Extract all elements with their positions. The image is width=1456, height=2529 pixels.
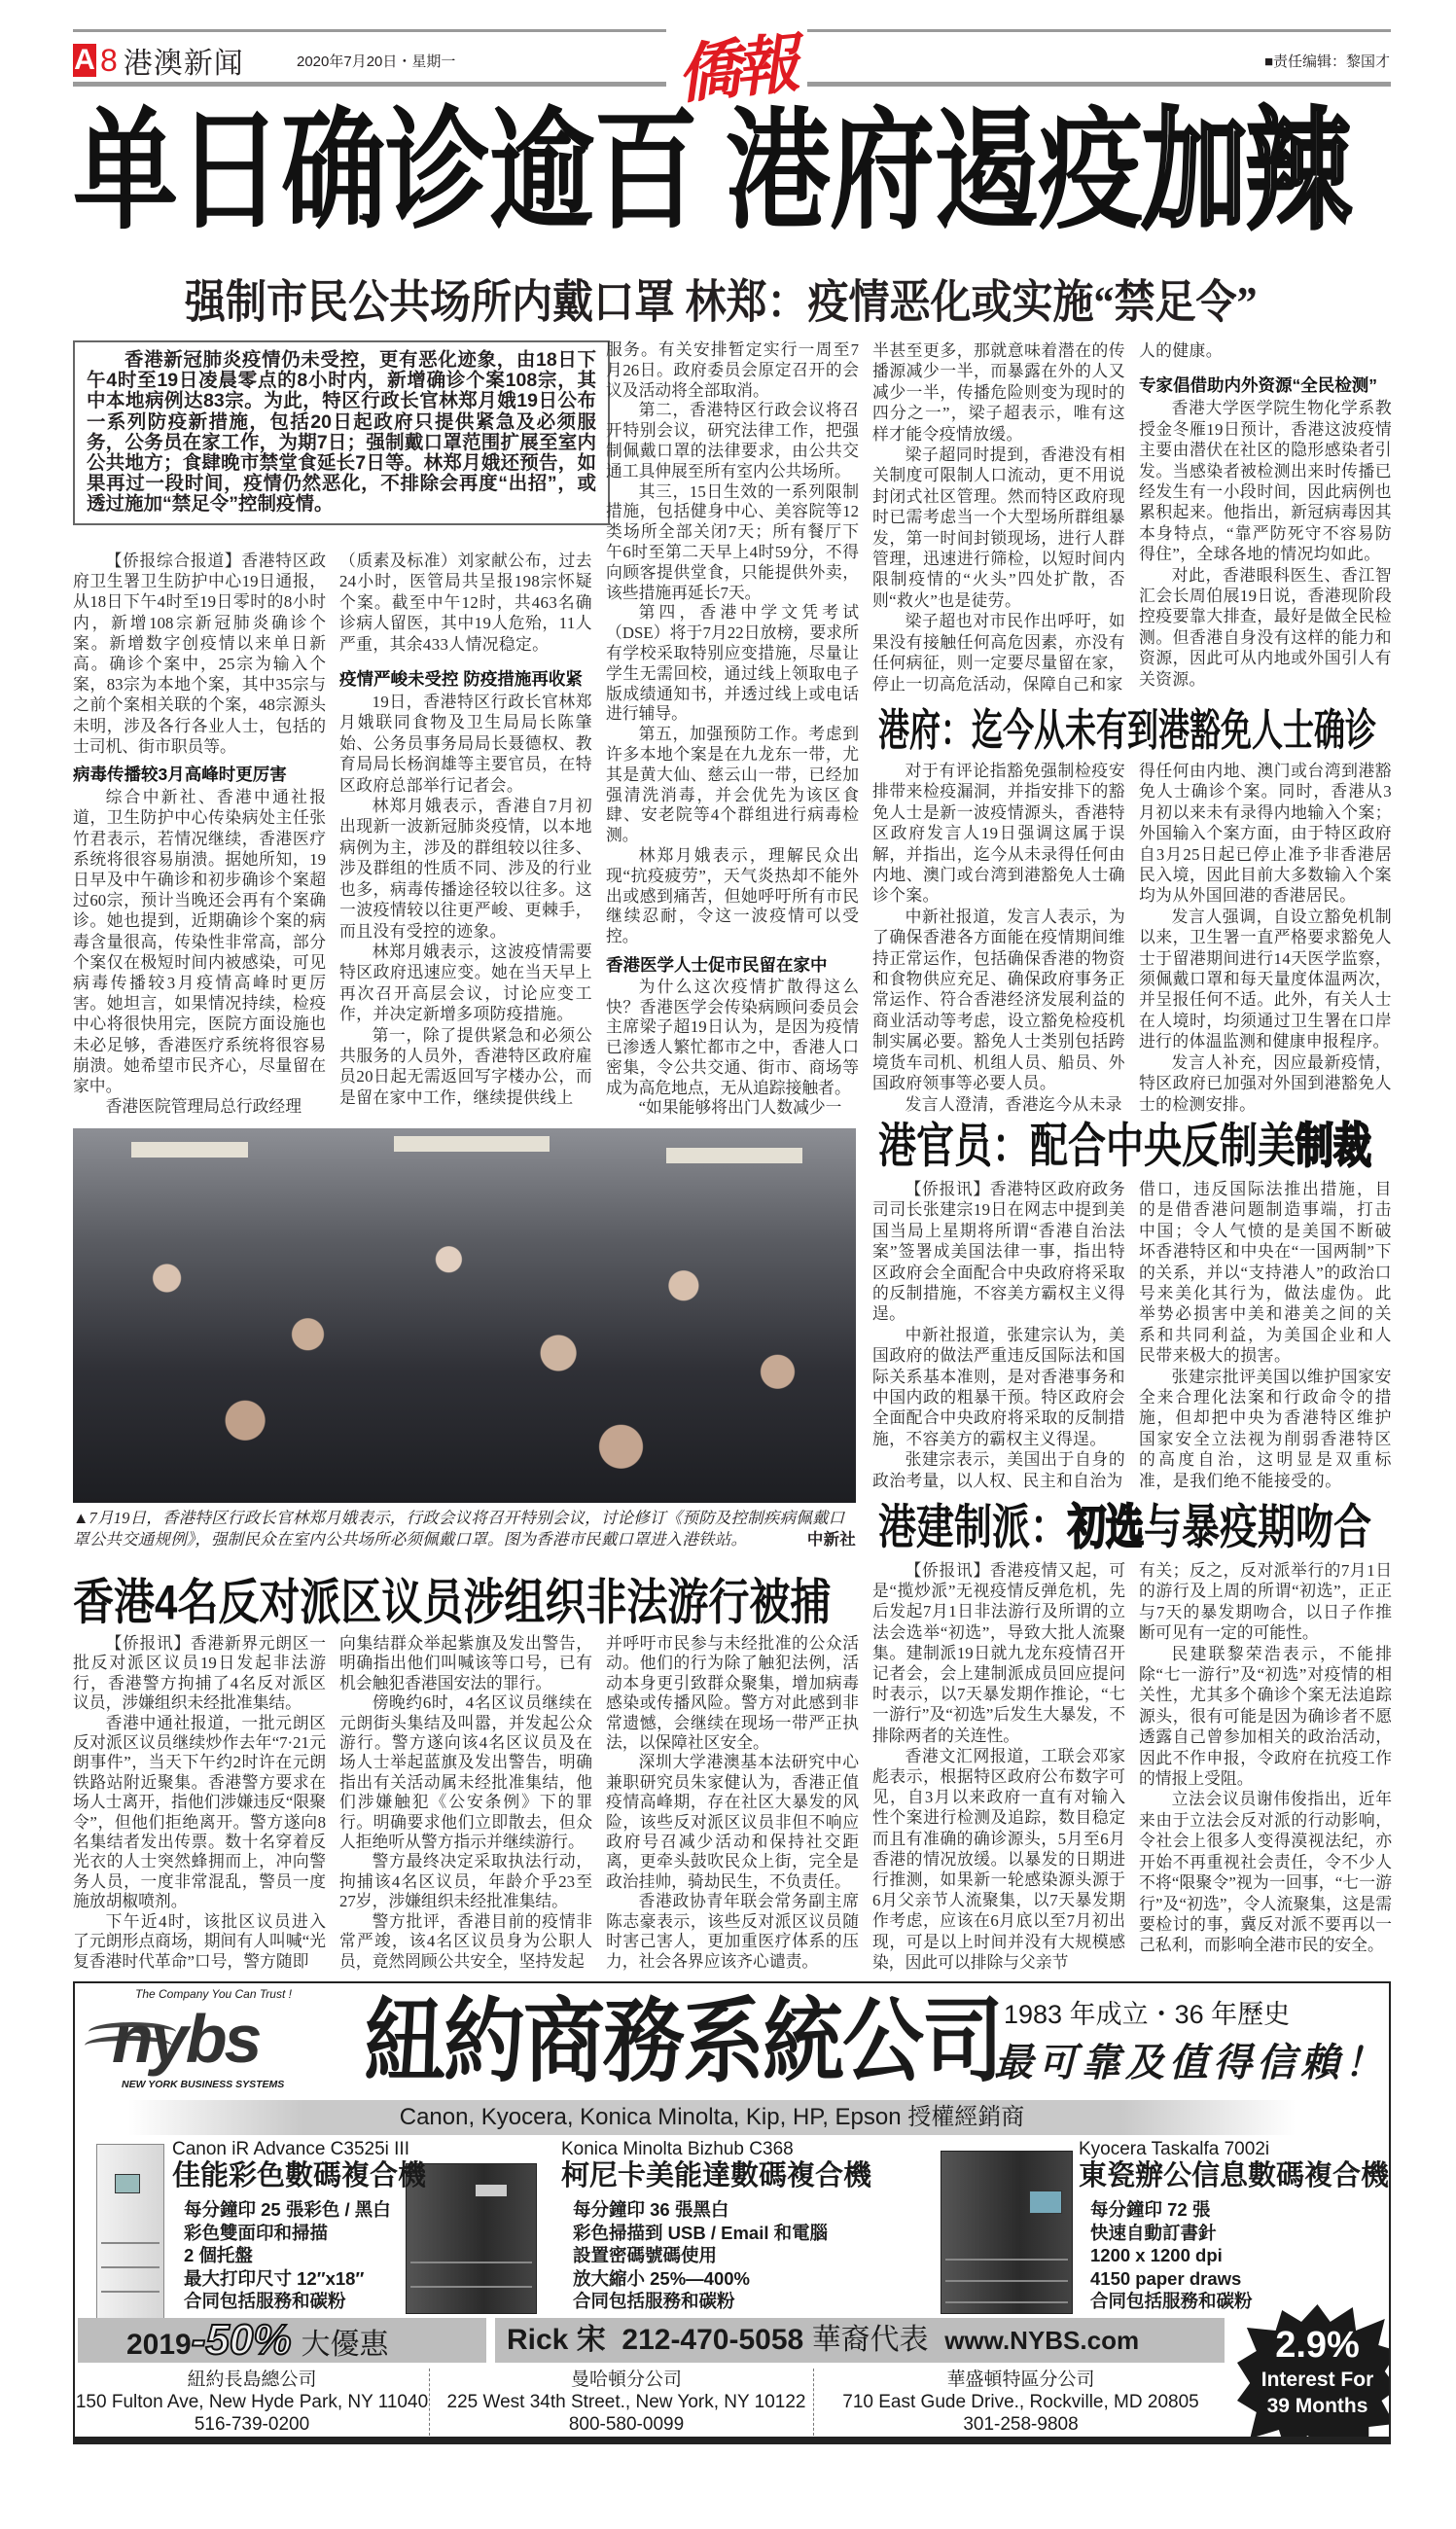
logo-subtitle: NEW YORK BUSINESS SYSTEMS: [122, 2079, 285, 2090]
paragraph: 服务。有关安排暂定实行一周至7月26日。政府委员会原定召开的会议及活动将全部取消。: [606, 340, 859, 400]
section-name: 港澳新闻: [123, 48, 244, 80]
paragraph: 19日，香港特区行政长官林郑月娥联同食物及卫生局局长陈肇始、公务员事务局局长聂德权、教育局局长杨润雄等主要官员，在特区政府总部举行记者会。: [339, 693, 592, 795]
article-column: [1139, 761, 1392, 1117]
paragraph: 人的健康。: [1139, 341, 1223, 360]
article-column: [339, 551, 592, 1121]
paragraph: 警方最终决定采取执法行动，拘捕该4名区议员，年龄介乎23至27岁，涉嫌组织未经批准集结。: [339, 1852, 592, 1911]
paragraph: 下午近4时，该批区议员进入了元朗形点商场，期间有人叫喊“光复香港时代革命”口号，警方随即: [73, 1911, 326, 1971]
article-column: [872, 1179, 1125, 1496]
product-feature: 彩色雙面印和掃描: [184, 2222, 329, 2243]
paragraph: 有关；反之，反对派举行的7月1日的游行及上周的所谓“初选”，正正与7天的暴发期吻合，以日子作推断可见有一定的可能性。: [1139, 1561, 1392, 1643]
office-name: 紐約長島總公司: [187, 2369, 317, 2390]
paragraph: 张建宗表示，美国出于自身的政治考量，以人权、民主和自治为: [872, 1450, 1125, 1490]
paragraph: 香港政协青年联会常务副主席陈志豪表示，该些反对派区议员随时害己害人，更加重医疗体系的压力，社会各界应该齐心谴责。: [606, 1892, 859, 1971]
kyocera-printer-image: [941, 2151, 1073, 2314]
product-feature: 最大打印尺寸 12″x18″: [184, 2267, 365, 2289]
paragraph: 香港医院管理局总行政经理: [105, 1097, 302, 1117]
header-bottom-rule: [807, 82, 1391, 87]
primary-headline-text: 与暴疫期吻合: [1144, 1501, 1372, 1554]
paragraph: 梁子超同时提到，香港没有相关制度可限制人口流动，更不用说封闭式社区管理。然而特区政府现时已需考虑当一个大型场所群组暴发，第一时间封锁现场，进行人群管理，迅速进行筛检，以短时间内限制疫情的“火头”四处扩散，否则“救火”也是徒劳。: [872, 445, 1125, 610]
paragraph: 向集结群众举起紫旗及发出警告，明确指出他们叫喊该等口号，已有机会触犯香港国安法的罪行。: [339, 1634, 592, 1692]
paragraph: 【侨报讯】香港疫情又起，可是“揽炒派”无视疫情反弹危机，先后发起7月1日非法游行及所谓的立法会选举“初选”，导致大批人流聚集。建制派19日就九龙东疫情召开记者会，会上建制派成员回应提问时表示，以7天暴发期作推论，“七一游行”及“初选”后发生大暴发，不排除两者的关连性。: [872, 1561, 1125, 1745]
article-column: [73, 551, 326, 1121]
paragraph: 立法会议员谢伟俊指出，近年来由于立法会反对派的行动影响，令社会上很多人变得漠视法纪，亦开始不再重视社会责任，令不少人不将“限聚令”视为一回事，“七一游行”及“初选”，令人流聚集，这是需要检讨的事，冀反对派不要再以一己私利，而影响全港市民的安全。: [1139, 1790, 1392, 1955]
article-column: [872, 1560, 1125, 1973]
subheading: 香港医学人士促市民留在家中: [606, 954, 828, 975]
product-name: 東瓷辦公信息數碼複合機: [1079, 2160, 1390, 2191]
photo-credit: 中新社: [806, 1531, 856, 1549]
header-bottom-rule: [73, 82, 666, 87]
paragraph: 第一，除了提供紧急和必须公共服务的人员外，香港特区政府雇员20日起无需返回写字楼办公，而是留在家中工作，继续提供线上: [339, 1025, 592, 1107]
office-phone: 800-580-0099: [568, 2414, 685, 2435]
company-history: 1983 年成立・36 年歷史: [1004, 2000, 1291, 2029]
product-model: Kyocera Taskalfa 7002i: [1079, 2139, 1270, 2159]
lead-summary-box: 香港新冠肺炎疫情仍未受控，更有恶化迹象，由18日下午4时至19日凌晨零点的8小时内，新增确诊个案108宗，其中本地病例达83宗。为此，特区行政长官林郑月娥19日公布一系列防疫新措施，包括20日起政府只提供紧急及必须服务，公务员在家工作，为期7日；强制戴口罩范围扩展至室内公共地方；食肆晚市禁堂食延长7日等。林郑月娥还预告，如果再过一段时间，疫情仍然恶化，不排除会再度“出招”，或透过施加“禁足令”控制疫情。: [73, 340, 610, 525]
paragraph: 为什么这次疫情扩散得这么快？香港医学会传染病顾问委员会主席梁子超19日认为，是因为疫情已渗透人繁忙都市之中，香港人口密集，令公共交通、街市、商场等成为高危地点，无从追踪接触者。: [606, 977, 859, 1097]
paragraph: 【侨报讯】香港特区政府政务司司长张建宗19日在网志中提到美国当局上星期将所谓“香港自治法案”签署成美国法律一事，指出特区政府会全面配合中央政府将采取的反制措施，不容美方霸权主义得逞。: [872, 1180, 1125, 1324]
paragraph: 借口，违反国际法推出措施，目的是借香港问题制造事端，打击中国；令人气愤的是美国不断破坏香港特区和中央在“一国两制”下的关系，并以“支持港人”的政治口号来美化其行为，做法虚伪。此举势必损害中美和港美之间的关系和共同利益，为美国企业和人民带来极大的损害。: [1139, 1180, 1392, 1366]
paragraph: 中新社报道，发言人表示，为了确保香港各方面能在疫情期间维持正常运作，包括确保香港的物资和食物供应充足、确保政府事务正常运作、符合香港经济发展利益的商业活动等考虑，设立豁免检疫机制实属必要。豁免人士类别包括跨境货车司机、机组人员、船员、外国政府领事等必要人员。: [872, 907, 1125, 1093]
product-feature: 合同包括服務和碳粉: [573, 2291, 735, 2311]
canon-printer-image: [96, 2144, 164, 2319]
paragraph: 香港大学医学院生物化学系教授金冬雁19日预计，香港这波疫情主要由潜伏在社区的隐形感染者引发。当感染者被检测出来时传播已经发生有一小段时间，因此病例也累积起来。他指出，新冠病毒因其本身特点，“靠严防死守不容易防得住”，全球各地的情况均如此。: [1139, 399, 1392, 564]
sanctions-headline-text: 港官员：配合中央反制美: [878, 1120, 1296, 1173]
paragraph: 林郑月娥表示，这波疫情需要特区政府迅速应变。她在当天早上再次召开高层会议，讨论应变工作，并决定新增多项防疫措施。: [339, 942, 592, 1024]
sub-headline: 强制市民公共场所内戴口罩 林郑：疫情恶化或实施“禁足令”: [185, 278, 1258, 329]
main-headline: [73, 96, 1351, 244]
company-slogan: 最可靠及值得信賴！: [994, 2041, 1388, 2084]
promo-banner: [78, 2318, 486, 2363]
product-feature: 4150 paper draws: [1090, 2267, 1242, 2289]
paragraph: 发言人补充，因应最新疫情，特区政府已加强对外国到港豁免人士的检测安排。: [1139, 1052, 1392, 1114]
contact-role: 華裔代表: [811, 2324, 929, 2356]
paragraph: 并呼吁市民参与未经批准的公众活动。他们的行为除了触犯法例，活动本身更引致群众聚集，增加病毒感染或传播风险。警方对此感到非常遗憾，会继续在现场一带严正执法，以保障社区安全。: [606, 1634, 859, 1753]
primary-headline-highlight: 初选: [1068, 1501, 1145, 1554]
product-feature: 每分鐘印 36 張黑白: [573, 2199, 729, 2220]
interest-line: 39 Months: [1266, 2395, 1368, 2417]
office-address: 710 East Gude Drive., Rockville, MD 20805: [842, 2392, 1199, 2412]
paragraph: 对此，香港眼科医生、香江智汇会长周伯展19日说，香港现阶段控疫要靠大排查，最好是做全民检测。但香港自身没有这样的能力和资源，因此可从内地或外国引人有关资源。: [1139, 565, 1392, 689]
office-address: 150 Fulton Ave, New Hyde Park, NY 11040: [75, 2392, 429, 2412]
header-top-rule: [807, 29, 1391, 32]
product-feature: 設置密碼號碼使用: [573, 2245, 718, 2265]
paragraph: 傍晚约6时，4名区议员继续在元朗街头集结及叫嚣，并发起公众游行。警方遂向该4名区议员及在场人士举起蓝旗及发出警告，明确指出有关活动属未经批准集结，他们涉嫌触犯《公安条例》下的罪行。明确要求他们立即散去，但众人拒绝听从警方指示并继续游行。: [339, 1693, 592, 1852]
paragraph: 第四，香港中学文凭考试（DSE）将于7月22日放榜，要求所有学校采取特别应变措施，尽量让学生无需回校，通过线上领取电子版成绩通知书，并透过线上或电话进行辅导。: [606, 603, 859, 724]
main-headline-text: 单日确诊逾百 港府遏疫: [73, 96, 1143, 244]
interest-offer: [1237, 2324, 1391, 2419]
interest-rate: 2.9%: [1275, 2325, 1360, 2366]
product-model: Canon iR Advance C3525i III: [172, 2139, 409, 2159]
paragraph: （质素及标准）刘家献公布，过去24小时，医管局共呈报198宗怀疑个案。截至中午12时，共463名确诊病人留医，其中19人危殆，11人严重，其余433人情况稳定。: [339, 552, 592, 654]
paragraph: 综合中新社、香港中通社报道，卫生防护中心传染病处主任张竹君表示，若情况继续，香港医疗系统将很容易崩溃。据她所知，19日早及中午确诊和初步确诊个案超过60宗，预计当晚还会再有个案确诊。她也提到，近期确诊个案的病毒含量很高，传染性非常高，部分个案仅在极短时间内被感染，可见病毒传播较3月疫情高峰时更厉害。她坦言，如果情况持续，检疫中心将很快用完，医院方面设施也未必足够，香港医疗系统将很容易崩溃。她希望市民齐心，尽量留在家中。: [73, 788, 326, 1096]
paragraph: 林郑月娥表示，香港自7月初出现新一波新冠肺炎疫情，以本地病例为主，涉及的群组较以往多、涉及群组的性质不同、涉及的行业也多，病毒传播途径较以往多。这一波疫情较以往更严峻、更棘手，而且没有受控的迹象。: [339, 797, 592, 941]
exemption-headline: 港府：迄今从未有到港豁免人士确诊: [878, 705, 1377, 755]
product-kyocera: [1079, 2139, 1389, 2313]
product-feature: 1200 x 1200 dpi: [1090, 2245, 1223, 2265]
product-feature: 放大縮小 25%—400%: [573, 2267, 750, 2289]
subheading: 病毒传播较3月高峰时更厉害: [73, 765, 287, 785]
product-feature: 彩色掃描到 USB / Email 和電腦: [573, 2222, 829, 2243]
subheading: 专家倡借助内外资源“全民检测”: [1139, 375, 1377, 396]
website-link[interactable]: www.NYBS.com: [944, 2326, 1140, 2355]
sanctions-headline: [878, 1122, 1371, 1174]
nybs-advertisement: [73, 1981, 1391, 2444]
issue-date: 2020年7月20日・星期一: [297, 53, 456, 70]
product-model: Konica Minolta Bizhub C368: [561, 2139, 794, 2159]
article-column: [872, 340, 1125, 702]
authorized-brands-bar: Canon, Kyocera, Konica Minolta, Kip, HP, Epson 授權經銷商: [128, 2100, 1296, 2135]
product-feature: 合同包括服務和碳粉: [1090, 2291, 1253, 2311]
company-name: 紐約商務系統公司: [364, 1989, 1003, 2093]
subheading: 疫情严峻未受控 防疫措施再收紧: [339, 669, 583, 690]
photo-caption-text: ▲7月19日，香港特区行政长官林郑月娥表示，行政会议将召开特别会议，讨论修订《预防及控制疾病佩戴口罩公共交通规例》，强制民众在室内公共场所必须佩戴口罩。图为香港市民戴口罩进入港铁站。: [73, 1509, 845, 1549]
promo-label: 大優惠: [301, 2329, 389, 2361]
article-column: [1139, 340, 1392, 702]
article-column: [872, 761, 1125, 1117]
paragraph: 得任何由内地、澳门或台湾到港豁免人士确诊个案。同时，香港从3月初以来未有录得内地输入个案；外国输入个案方面，由于特区政府自3月25日起已停止准予非香港居民入境，因此目前大多数输入个案均为从外国回港的香港居民。: [1139, 762, 1392, 906]
office-manhattan: [440, 2369, 814, 2436]
paragraph: 张建宗批评美国以维护国家安全来合理化法案和行政命令的措施，但却把中央为香港特区维护国家安全立法视为削弱香港特区的高度自治，这明显是双重标准，是我们绝不能接受的。: [1139, 1367, 1392, 1490]
photo-caption: [73, 1508, 856, 1550]
newspaper-logo: 僑報: [673, 28, 798, 113]
editor-credit: ■责任编辑：黎国才: [1263, 53, 1390, 70]
paragraph: 中新社报道，张建宗认为，美国政府的做法严重违反国际法和国际关系基本准则，是对香港事务和中国内政的粗暴干预。特区政府会全面配合中央政府将采取的反制措施，不容美方的霸权主义得逞。: [872, 1325, 1125, 1448]
office-name: 曼哈頓分公司: [570, 2369, 682, 2390]
paragraph: “如果能够将出门人数减少一: [638, 1098, 842, 1118]
promo-year: 2019: [126, 2329, 192, 2361]
product-canon: [172, 2139, 426, 2313]
news-photo-commuters-in-masks: [73, 1128, 856, 1503]
office-phone: 516-739-0200: [194, 2414, 310, 2435]
paragraph: 第二，香港特区行政会议将召开特别会议，研究法律工作，把强制佩戴口罩的法律要求，由公共交通工具伸展至所有室内公共场所。: [606, 401, 859, 481]
article-column: [606, 1634, 859, 1973]
paragraph: 香港文汇网报道，工联会邓家彪表示，根据特区政府公布数字可见，自3月以来政府一直有对输入性个案进行检测及追踪，数目稳定而且有准确的确诊源头，5月至6月香港的情况放缓。以暴发的日期进行推测，如果新一轮感染源头源于6月父亲节人流聚集，以7天暴发期作考虑，应该在6月底以至7月初出现，可是以上时间并没有大规模感染，因此可以排除与父亲节: [872, 1746, 1125, 1972]
contact-banner: [495, 2318, 1225, 2363]
article-column: [339, 1634, 592, 1973]
product-feature: 合同包括服務和碳粉: [184, 2291, 346, 2311]
paragraph: 半甚至更多，那就意味着潜在的传播源减少一半，而暴露在外的人又减少一半，传播危险则变为现时的四分之一”，梁子超表示，唯有这样才能令疫情放缓。: [872, 341, 1125, 444]
office-name: 華盛頓特區分公司: [946, 2369, 1095, 2390]
contact-phone[interactable]: 212-470-5058: [621, 2324, 804, 2356]
paragraph: 林郑月娥表示，理解民众出现“抗疫疲劳”，天气炎热却不能外出或感到痛苦，但她呼吁所有市民继续忍耐，令这一波疫情可以受控。: [606, 845, 859, 946]
paragraph: 深圳大学港澳基本法研究中心兼职研究员朱家健认为，香港正值疫情高峰期，存在社区大暴发的风险，该些反对派区议员非但不响应政府号召减少活动和保持社交距离，更牵头鼓吹民众上街，完全是政治挂帅，骑劫民生，不负责任。: [606, 1753, 859, 1891]
paragraph: 【侨报讯】香港新界元朗区一批反对派区议员19日发起非法游行，香港警方拘捕了4名反对派区议员，涉嫌组织未经批准集结。: [73, 1634, 326, 1713]
paragraph: 梁子超也对市民作出呼吁，如果没有接触任何高危因素，亦没有任何病征，则一定要尽量留在家，停止一切高危活动，保障自己和家: [872, 612, 1125, 694]
product-name: 佳能彩色數碼複合機: [172, 2160, 427, 2191]
nybs-logo: nybs: [112, 2001, 260, 2077]
section-letter: A: [74, 44, 95, 76]
office-phone: 301-258-9808: [963, 2414, 1079, 2435]
product-konica: [561, 2139, 871, 2313]
paragraph: 香港中通社报道，一批元朗区反对派区议员继续炒作去年“7·21元朗事件”，当天下午约2时许在元朗铁路站附近聚集。香港警方要求在场人士离开，指他们涉嫌违反“限聚令”，但他们拒绝离开。警方遂向8名集结者发出传票。数十名穿着反光衣的人士突然蜂拥而上，冲向警务人员，一度非常混乱，警员一度施放胡椒喷剂。: [73, 1713, 326, 1911]
paragraph: 发言人强调，自设立豁免机制以来，卫生署一直严格要求豁免人士于留港期间进行14天医学监察，须佩戴口罩和每天量度体温两次，并呈报任何不适。此外，有关人士在人境时，均须通过卫生署在口岸进行的体温监测和健康申报程序。: [1139, 907, 1392, 1051]
article-column: [606, 340, 859, 1121]
paragraph: 【侨报综合报道】香港特区政府卫生署卫生防护中心19日通报，从18日下午4时至19日零时的8小时内，新增108宗新冠肺炎确诊个案。新增数字创疫情以来单日新高。确诊个案中，25宗为输入个案，83宗为本地个案，其中35宗与之前个案相关联的个案，48宗源头未明，涉及各行各业人士，包括的士司机、街市职员等。: [73, 552, 326, 756]
office-long-island: [75, 2369, 430, 2436]
section-label: [73, 39, 244, 82]
paragraph: 第五，加强预防工作。考虑到许多本地个案是在九龙东一带，尤其是黄大仙、慈云山一带，已经加强清洗消毒，并会优先为该区食肆、安老院等4个群组进行病毒检测。: [606, 725, 859, 845]
article-column: [1139, 1179, 1392, 1496]
main-headline-highlight: 加辣: [1142, 96, 1351, 244]
promo-discount: -50%: [191, 2316, 292, 2364]
paragraph: 其三，15日生效的一系列限制措施，包括健身中心、美容院等12类场所全部关闭7天；所有餐厅下午6时至第二天早上4时59分，不得向顾客提供堂食，只能提供外卖，该些措施再延长7天。: [606, 481, 859, 602]
office-washington-dc: [824, 2369, 1218, 2436]
arrest-headline: 香港4名反对派区议员涉组织非法游行被捕: [73, 1574, 832, 1630]
paragraph: 警方批评，香港目前的疫情非常严竣，该4名区议员身为公职人员，竟然罔顾公共安全，坚持发起: [339, 1911, 592, 1971]
product-feature: 2 個托盤: [184, 2245, 253, 2265]
ad-tagline: The Company You Can Trust !: [135, 1987, 292, 2001]
primary-election-headline: [878, 1503, 1371, 1555]
paragraph: 民建联黎荣浩表示，不能排除“七一游行”及“初选”对疫情的相关性，尤其多个确诊个案无法追踪源头，很有可能是因为确诊者不愿透露自己曾参加相关的政治活动，因此不作申报，令政府在抗疫工作的情报上受阻。: [1139, 1644, 1392, 1789]
paragraph: 对于有评论指豁免强制检疫安排带来检疫漏洞，并指安排下的豁免人士是新一波疫情源头，香港特区政府发言人19日强调这属于误解，并指出，迄今从未录得任何由内地、澳门或台湾到港豁免人士确诊个案。: [872, 762, 1125, 906]
contact-name: Rick 宋: [507, 2324, 606, 2356]
product-name: 柯尼卡美能達數碼複合機: [561, 2160, 872, 2191]
product-feature: 每分鐘印 72 張: [1090, 2199, 1211, 2220]
article-column: [1139, 1560, 1392, 1973]
paragraph: 发言人澄清，香港迄今从未录: [905, 1094, 1122, 1114]
primary-headline-text: 港建制派：: [878, 1501, 1069, 1554]
sanctions-headline-highlight: 制裁: [1296, 1120, 1372, 1173]
office-address: 225 West 34th Street., New York, NY 10122: [446, 2392, 806, 2412]
product-feature: 每分鐘印 25 張彩色 / 黑白: [184, 2199, 391, 2220]
interest-line: Interest For: [1261, 2369, 1374, 2391]
header-top-rule: [73, 29, 666, 32]
page-number: 8: [100, 42, 118, 78]
article-column: [73, 1634, 326, 1973]
product-feature: 快速自動訂書針: [1090, 2222, 1217, 2243]
